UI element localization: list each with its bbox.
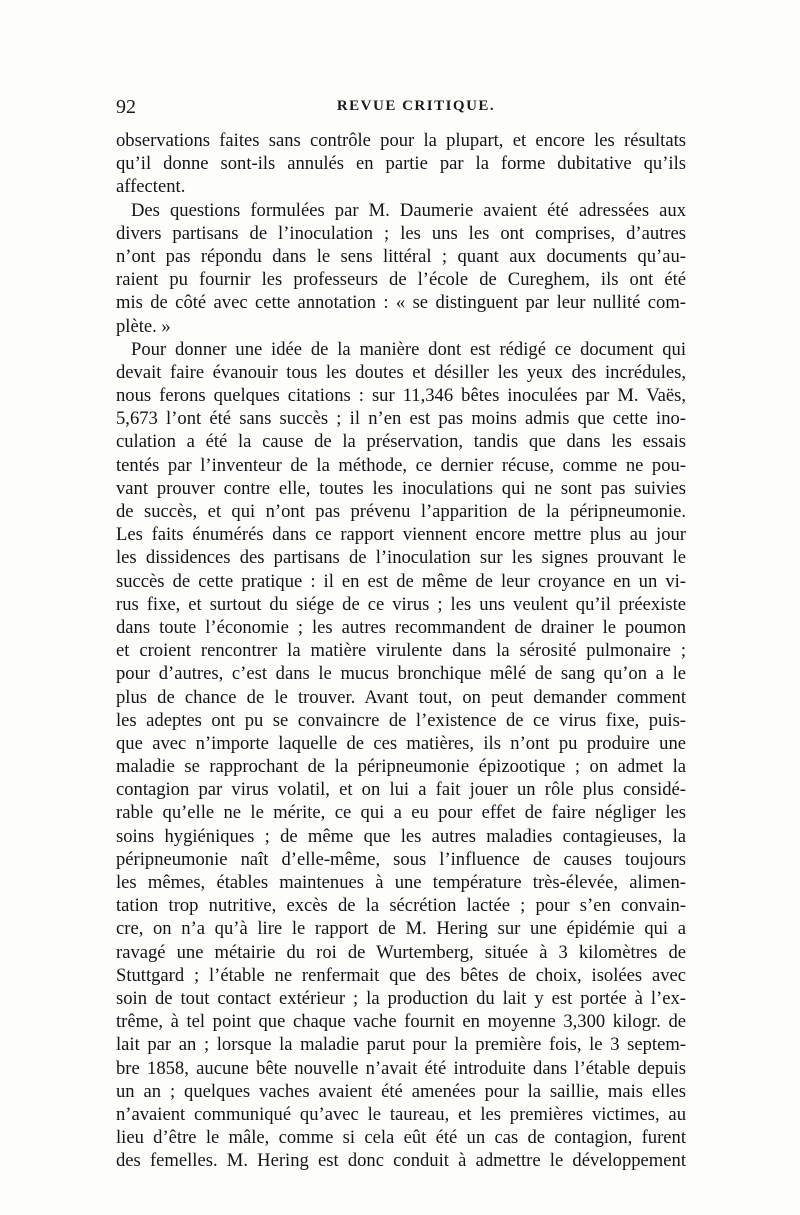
text-line: de succès, et qui n’ont pas prévenu l’apparition de la péripneumonie. (116, 501, 686, 522)
text-line: culation a été la cause de la préservation, tandis que dans les essais (116, 431, 686, 453)
text-line: et croient rencontrer la matière virulente dans la sérosité pulmonaire ; (116, 640, 686, 662)
text-line: affectent. (116, 176, 186, 198)
text-line: les dissidences des partisans de l’inoculation sur les signes prouvant le (116, 547, 686, 569)
text-line: plète. » (116, 315, 171, 337)
text-line: succès de cette pratique : il en est de même de leur croyance en un vi- (116, 570, 686, 592)
running-head: REVUE CRITIQUE. (336, 98, 496, 114)
text-line: des femelles. M. Hering est donc conduit à admettre le développement (116, 1150, 686, 1172)
text-line: Stuttgard ; l’étable ne renfermait que des bêtes de choix, isolées avec (116, 964, 686, 986)
text-line: observations faites sans contrôle pour la plupart, et encore les résultats (116, 130, 686, 151)
text-line: contagion par virus volatil, et on lui a fait jouer un rôle plus considé- (116, 779, 686, 801)
text-line: n’ont pas répondu dans le sens littéral ; quant aux documents qu’au- (116, 245, 686, 267)
text-line: péripneumonie naît d’elle-même, sous l’influence de causes toujours (116, 848, 686, 870)
text-line: rus fixe, et surtout du siége de ce virus ; les uns veulent qu’il préexiste (116, 593, 686, 615)
text-line: devait faire évanouir tous les doutes et désiller les yeux des incrédules, (116, 361, 686, 383)
text-line: rable qu’elle ne le mérite, ce qui a eu pour effet de faire négliger les (116, 802, 686, 824)
text-line: les mêmes, étables maintenues à une température très-élevée, alimen- (116, 872, 686, 893)
text-line: soin de tout contact extérieur ; la production du lait y est portée à l’ex- (116, 987, 686, 1009)
text-line: nous ferons quelques citations : sur 11,346 bêtes inoculées par M. Vaës, (116, 385, 686, 407)
text-line: tentés par l’inventeur de la méthode, ce dernier récuse, comme ne pou- (116, 454, 686, 476)
text-line: lait par an ; lorsque la maladie parut pour la première fois, le 3 septem- (116, 1034, 686, 1056)
text-line: tation trop nutritive, excès de la sécrétion lactée ; pour s’en convain- (116, 895, 686, 917)
text-line: bre 1858, aucune bête nouvelle n’avait été introduite dans l’étable depuis (116, 1057, 686, 1079)
text-line: mis de côté avec cette annotation : « se distinguent par leur nullité com- (116, 292, 686, 314)
text-line: vant prouver contre elle, toutes les inoculations qui ne sont pas suivies (116, 477, 686, 499)
text-line: divers partisans de l’inoculation ; les uns les ont comprises, d’autres (116, 222, 686, 244)
text-line: maladie se rapprochant de la péripneumonie épizootique ; on admet la (116, 756, 686, 778)
text-line: soins hygiéniques ; de même que les autres maladies contagieuses, la (116, 825, 686, 847)
text-line: cre, on n’a qu’à lire le rapport de M. Hering sur une épidémie qui a (116, 918, 686, 940)
text-line: Des questions formulées par M. Daumerie avaient été adressées aux (131, 199, 686, 221)
text-line: que avec n’importe laquelle de ces matières, ils n’ont pu produire une (116, 732, 686, 754)
text-line: les adeptes ont pu se convaincre de l’existence de ce virus fixe, puis- (116, 709, 686, 731)
body-text (116, 129, 686, 1172)
text-line: Les faits énumérés dans ce rapport viennent encore mettre plus au jour (116, 524, 686, 546)
text-line: Pour donner une idée de la manière dont est rédigé ce document qui (131, 338, 686, 360)
text-line: trême, à tel point que chaque vache fournit en moyenne 3,300 kilogr. de (116, 1011, 686, 1033)
text-line: 5,673 l’ont été sans succès ; il n’en est pas moins admis que cette ino- (116, 408, 686, 430)
text-line: pour d’autres, c’est dans le mucus bronchique mêlé de sang qu’on a le (116, 663, 686, 685)
page-header (116, 96, 688, 124)
text-line: qu’il donne sont-ils annulés en partie par la forme dubitative qu’ils (116, 153, 686, 175)
text-line: plus de chance de le trouver. Avant tout, on peut demander comment (116, 686, 686, 708)
text-line: dans toute l’économie ; les autres recommandent de drainer le poumon (116, 616, 686, 638)
text-line: ravagé une métairie du roi de Wurtemberg, située à 3 kilomètres de (116, 941, 686, 963)
text-line: n’avaient communiqué qu’avec le taureau, et les premières victimes, au (116, 1103, 686, 1125)
text-line: lieu d’être le mâle, comme si cela eût été un cas de contagion, furent (116, 1127, 686, 1149)
page-number: 92 (116, 96, 136, 118)
text-line: raient pu fournir les professeurs de l’école de Cureghem, ils ont été (116, 269, 686, 291)
text-line: un an ; quelques vaches avaient été amenées pour la saillie, mais elles (116, 1080, 686, 1102)
